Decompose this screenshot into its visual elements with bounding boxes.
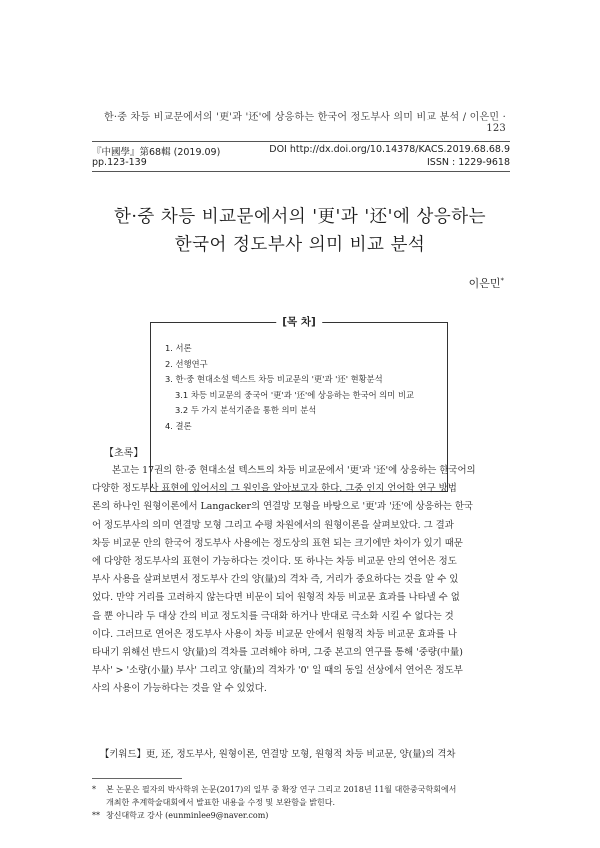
footnote-1-line-2: 개최한 추계학술대회에서 발표한 내용을 수정 및 보완함을 밝힌다. [106, 797, 335, 807]
abstract-line: 어 정도부사의 의미 연결망 모형 그리고 수평 차원에서의 원형이론을 살펴보았다. 그 결과 [92, 519, 454, 531]
paper-title-line-2: 한국어 정도부사 의미 비교 분석 [174, 235, 426, 255]
author [469, 275, 504, 291]
toc-item: 2. 선행연구 [165, 358, 208, 369]
toc-item: 1. 서론 [165, 343, 192, 353]
abstract-body [92, 462, 510, 699]
meta-row-2 [92, 157, 510, 168]
toc-list [165, 341, 439, 434]
footnote-2-mark: ** [92, 811, 100, 820]
paper-title-line-1: 한·중 차등 비교문에서의 '更'과 '还'에 상응하는 [113, 207, 487, 227]
toc-title: [목 차] [276, 314, 322, 329]
footnote-2 [92, 810, 510, 823]
abstract-line: 론의 하나인 원형이론에서 Langacker의 연결망 모형을 바탕으로 '更'과 '还'에 상응하는 한국 [92, 501, 473, 513]
keywords: 【키워드】更, 还, 정도부사, 원형이론, 연결망 모형, 원형적 차등 비교문, 양(量)의 격차 [100, 749, 456, 760]
running-head: 한·중 차등 비교문에서의 '更'과 '还'에 상응하는 한국어 정도부사 의미 비교 분석 / 이은민 · 123 [104, 112, 506, 134]
issn: ISSN : 1229-9618 [427, 157, 510, 168]
abstract-line: 사의 사용이 가능하다는 것을 알 수 있었다. [92, 683, 267, 695]
abstract-line: 본고는 17권의 한·중 현대소설 텍스트의 차등 비교문에서 '更'과 '还'에 상응하는 한국어의 [112, 465, 476, 476]
abstract-line: 이다. 그러므로 연어은 정도부사 사용이 차등 비교문 안에서 원형적 차등 비교문 효과를 나 [92, 628, 457, 640]
journal-info: 『中國學』第68輯 (2019.09) [92, 147, 221, 158]
meta-bottom-rule [92, 171, 510, 172]
abstract-line: 차등 비교문 안의 한국어 정도부사 사용에는 정도상의 표현 되는 크기에만 차이가 있기 때문 [92, 537, 463, 549]
abstract-line: 었다. 만약 거리를 고려하지 않는다면 비문이 되어 원형적 차등 비교문 효과를 나타낼 수 없 [92, 592, 460, 604]
toc-item: 3.1 차등 비교문의 중국어 '更'과 '还'에 상응하는 한국어 의미 비교 [175, 389, 414, 400]
abstract-line: 타내기 위해선 반드시 양(量)의 격차를 고려해야 하며, 그중 본고의 연구를 통해 '중량(中量) [92, 647, 463, 659]
footnote-1-mark: * [92, 785, 96, 794]
meta-top-rule [92, 141, 510, 142]
toc-item: 4. 결론 [165, 420, 192, 431]
abstract-line: 에 다양한 정도부사의 표현이 가능하다는 것이다. 또 하나는 차등 비교문 안의 연어은 정도 [92, 556, 457, 568]
doi: DOI http://dx.doi.org/10.14378/KACS.2019.68.68.9 [269, 144, 510, 155]
toc-item: 3.2 두 가지 분석기준을 통한 의미 분석 [175, 405, 317, 415]
author-name: 이은민 [468, 277, 501, 290]
footnote-2-text: 창신대학교 강사 (eunminlee9@naver.com) [106, 811, 269, 820]
author-footnote-mark: * [500, 276, 504, 285]
meta-row-1 [92, 144, 510, 158]
abstract-line: 다양한 정도부사 표현에 있어서의 그 원인을 알아보고자 한다. 그중 인지 언어학 연구 방법 [92, 483, 457, 495]
abstract-label: 【초록】 [104, 448, 144, 459]
abstract-line: 을 뿐 아니라 두 대상 간의 비교 정도치를 극대화 하거나 반대로 극소화 시킬 수 없다는 것 [92, 610, 454, 622]
toc-item: 3. 한·중 현대소설 텍스트 차등 비교문의 '更'과 '还' 현황분석 [165, 374, 383, 384]
abstract-line: 부사 사용을 살펴보면서 정도부사 간의 양(量)의 격차 즉, 거리가 중요하다는 것을 알 수 있 [92, 574, 459, 586]
footnote-rule [92, 778, 182, 779]
page-range: pp.123-139 [92, 157, 147, 168]
footnote-1 [92, 784, 510, 809]
abstract-line: 부사' > '소량(小量) 부사' 그리고 양(量)의 격차가 '0' 일 때의 동일 선상에서 연어은 정도부 [92, 665, 463, 677]
footnote-1-line-1: 본 논문은 필자의 박사학위 논문(2017)의 일부 중 확장 연구 그리고 2018년 11월 대한중국학회에서 [106, 785, 457, 794]
